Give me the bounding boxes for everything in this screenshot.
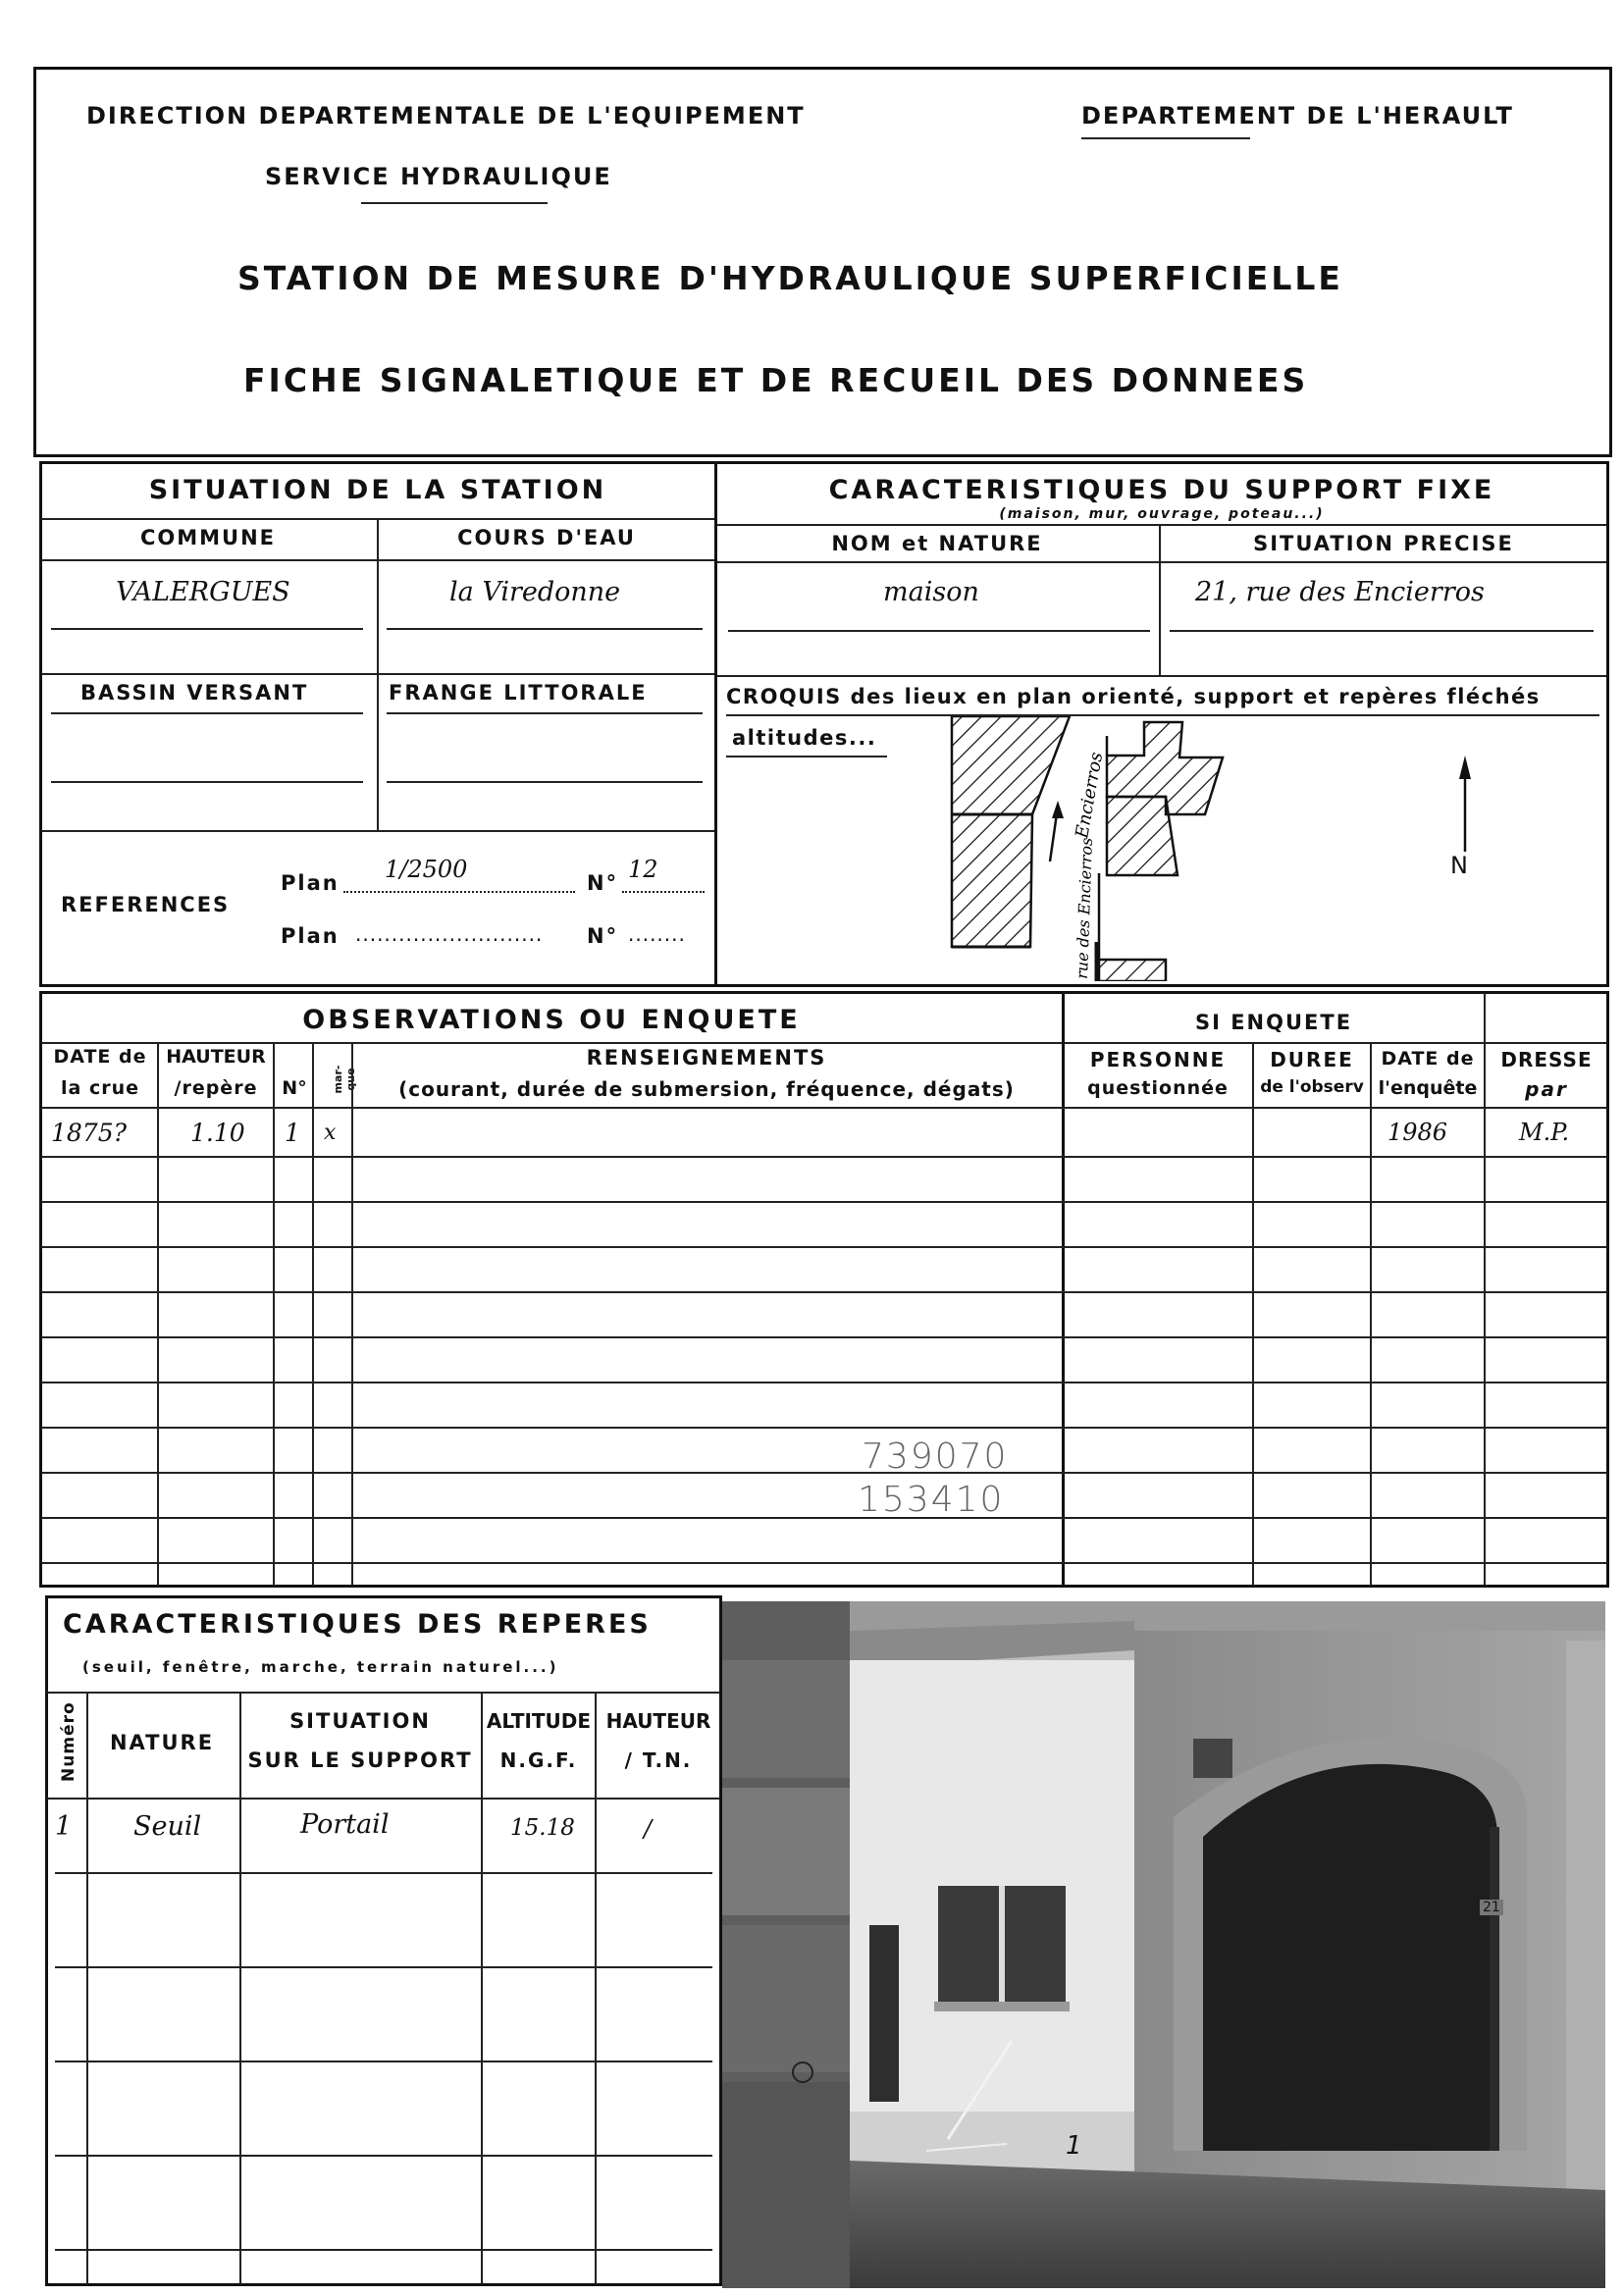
station-title: SITUATION DE LA STATION [148, 475, 607, 505]
col-altitude-2: N.G.F. [499, 1748, 578, 1772]
cours-eau-value: la Viredonne [449, 577, 621, 607]
station-photo [722, 1601, 1605, 2288]
situation-precise-value: 21, rue des Encierros [1195, 577, 1485, 607]
obs-col-line-2 [273, 1044, 275, 1586]
obs-col-line-5 [1252, 1044, 1254, 1586]
nom-value: maison [883, 577, 979, 607]
col-nature: NATURE [109, 1731, 215, 1754]
col-personne-2: questionnée [1087, 1077, 1229, 1099]
commune-value: VALERGUES [116, 577, 290, 607]
rep-row-line [55, 1966, 712, 1968]
reperes-subtitle: (seuil, fenêtre, marche, terrain naturel...) [82, 1658, 559, 1676]
sketch-street-label-1: Encierros [1072, 751, 1108, 840]
obs-row1-date: 1875? [51, 1119, 128, 1147]
col-marque: mar-que [332, 1065, 357, 1094]
support-title: CARACTERISTIQUES DU SUPPORT FIXE [828, 475, 1495, 505]
reperes-title-line [47, 1692, 720, 1694]
altitudes-underline [726, 756, 887, 757]
obs-row-line [41, 1427, 1607, 1429]
obs-row1-date-enquete: 1986 [1387, 1119, 1448, 1146]
croquis-sketch [942, 716, 1236, 981]
nom-line [728, 630, 1150, 632]
station-mid-line [41, 673, 714, 675]
photo-archway [1203, 1764, 1497, 2151]
rep-row1-nature: Seuil [133, 1811, 202, 1842]
croquis-label: CROQUIS des lieux en plan orienté, support et repères fléchés [726, 685, 1541, 708]
croquis-top-line [717, 675, 1606, 677]
obs-row-line [41, 1201, 1607, 1203]
si-enquete-label: SI ENQUETE [1194, 1011, 1353, 1034]
form-title-line1: STATION DE MESURE D'HYDRAULIQUE SUPERFICIELLE [237, 259, 1343, 297]
plan2-dots: .......................... [355, 922, 544, 946]
plan2-label: Plan [281, 924, 340, 948]
photo-house-number: 21 [1480, 1900, 1503, 1915]
rep-col-line-3 [481, 1694, 483, 2284]
no2-label: N° [587, 924, 619, 948]
col-hauteur-2: /repère [174, 1077, 258, 1099]
frange-label: FRANGE LITTORALE [389, 681, 648, 704]
department-underline [1081, 137, 1250, 139]
frange-line-1 [387, 781, 703, 783]
bassin-label: BASSIN VERSANT [80, 681, 309, 704]
plan1-label: Plan [281, 871, 340, 895]
reperes-header-line [47, 1798, 720, 1800]
obs-col-line-4 [351, 1044, 353, 1586]
observations-header-line [41, 1107, 1607, 1109]
obs-col-line-6 [1370, 1044, 1372, 1586]
sketch-street-label-2: rue des Encierros [1073, 837, 1097, 980]
obs-row-line [41, 1472, 1607, 1474]
observations-title-line [41, 1042, 1484, 1044]
station-col-divider [377, 520, 379, 832]
reperes-title: CARACTERISTIQUES DES REPERES [63, 1609, 652, 1640]
plan1-value: 1/2500 [385, 856, 468, 883]
plan1-dots [343, 891, 575, 893]
rep-row1-numero: 1 [55, 1811, 73, 1842]
col-situation-2: SUR LE SUPPORT [247, 1748, 473, 1772]
obs-row-line [41, 1517, 1607, 1519]
references-top-line [41, 830, 714, 832]
left-buildings [952, 716, 1070, 947]
rep-row1-altitude: 15.18 [510, 1815, 575, 1841]
service-underline [361, 202, 548, 204]
obs-col-line-1 [157, 1044, 159, 1586]
north-label: N [1450, 852, 1468, 879]
col-dresse-1: DRESSE [1500, 1048, 1593, 1071]
col-date-crue-2: la crue [61, 1077, 139, 1099]
obs-row-line [41, 1246, 1607, 1248]
support-col-divider [1159, 526, 1161, 675]
situation-line [1170, 630, 1594, 632]
rep-row-line [55, 2155, 712, 2157]
col-numero: Numéro [59, 1701, 79, 1782]
nom-label: NOM et NATURE [831, 532, 1043, 555]
obs-row-line [41, 1562, 1607, 1564]
col-altitude-1: ALTITUDE [486, 1709, 592, 1733]
frange-line-0 [387, 712, 703, 714]
rep-row-line [55, 1872, 712, 1874]
col-hauteur-tn-2: / T.N. [624, 1748, 693, 1772]
references-label: REFERENCES [61, 893, 231, 916]
photo-door [869, 1925, 899, 2102]
observations-title-line-right [1484, 1042, 1607, 1044]
obs-row-line [41, 1382, 1607, 1383]
col-hauteur-tn-1: HAUTEUR [605, 1709, 711, 1733]
obs-row1-dresse: M.P. [1519, 1119, 1570, 1146]
no1-value: 12 [628, 856, 658, 883]
service-heading: SERVICE HYDRAULIQUE [265, 163, 612, 190]
col-dresse-2: par [1525, 1077, 1568, 1101]
col-renseignements-1: RENSEIGNEMENTS [586, 1046, 827, 1070]
col-no: N° [282, 1077, 307, 1099]
rep-col-line-2 [239, 1694, 241, 2284]
reperes-box [45, 1595, 722, 2286]
col-personne-1: PERSONNE [1089, 1048, 1227, 1071]
rep-row1-situation: Portail [300, 1809, 390, 1840]
rep-row-line [55, 2061, 712, 2062]
bassin-line-0 [51, 712, 363, 714]
department-heading: DEPARTEMENT DE L'HERAULT [1081, 102, 1514, 130]
col-duree-2: de l'observ [1260, 1077, 1364, 1097]
col-date-crue-1: DATE de [53, 1046, 147, 1068]
obs-col-line-3 [312, 1044, 314, 1586]
no1-dots [622, 891, 705, 893]
col-renseignements-2: (courant, durée de submersion, fréquence, dégats) [398, 1077, 1015, 1101]
coordinate-y: 153410 [858, 1480, 1005, 1520]
no2-dots: ........ [628, 922, 686, 946]
obs-row-line [41, 1336, 1607, 1338]
support-header-line [717, 561, 1606, 563]
form-title-line2: FICHE SIGNALETIQUE ET DE RECUEIL DES DONNEES [243, 361, 1309, 399]
rep-col-line-4 [595, 1694, 597, 2284]
observations-title: OBSERVATIONS OU ENQUETE [302, 1005, 801, 1035]
obs-row1-hauteur: 1.10 [190, 1119, 245, 1147]
commune-line-1 [51, 628, 363, 630]
cours-eau-label: COURS D'EAU [457, 526, 636, 549]
obs-row-line [41, 1291, 1607, 1293]
cours-eau-line-1 [387, 628, 703, 630]
obs-row1-no: 1 [285, 1119, 300, 1147]
right-buildings [1097, 722, 1223, 981]
no1-label: N° [587, 871, 619, 895]
support-subtitle: (maison, mur, ouvrage, poteau...) [999, 506, 1325, 522]
rep-row-line [55, 2249, 712, 2251]
col-hauteur-1: HAUTEUR [166, 1046, 266, 1068]
bassin-line-1 [51, 781, 363, 783]
direction-heading: DIRECTION DEPARTEMENTALE DE L'EQUIPEMENT [86, 102, 806, 130]
col-duree-1: DUREE [1270, 1048, 1354, 1071]
col-date-enquete-1: DATE de [1381, 1048, 1475, 1070]
rep-col-line-1 [86, 1694, 88, 2284]
obs-row-line [41, 1156, 1607, 1158]
rep-row1-hauteur: / [644, 1815, 653, 1843]
col-situation-1: SITUATION [289, 1709, 431, 1733]
coordinate-x: 739070 [862, 1436, 1009, 1477]
altitudes-label: altitudes... [732, 726, 877, 750]
support-title-line [717, 524, 1606, 526]
obs-row1-marque: x [324, 1121, 337, 1145]
commune-label: COMMUNE [139, 526, 277, 549]
street-direction-arrow [1050, 801, 1064, 861]
photo-marker-label: 1 [1066, 2131, 1082, 2161]
situation-precise-label: SITUATION PRECISE [1253, 532, 1514, 555]
col-date-enquete-2: l'enquête [1378, 1077, 1478, 1099]
